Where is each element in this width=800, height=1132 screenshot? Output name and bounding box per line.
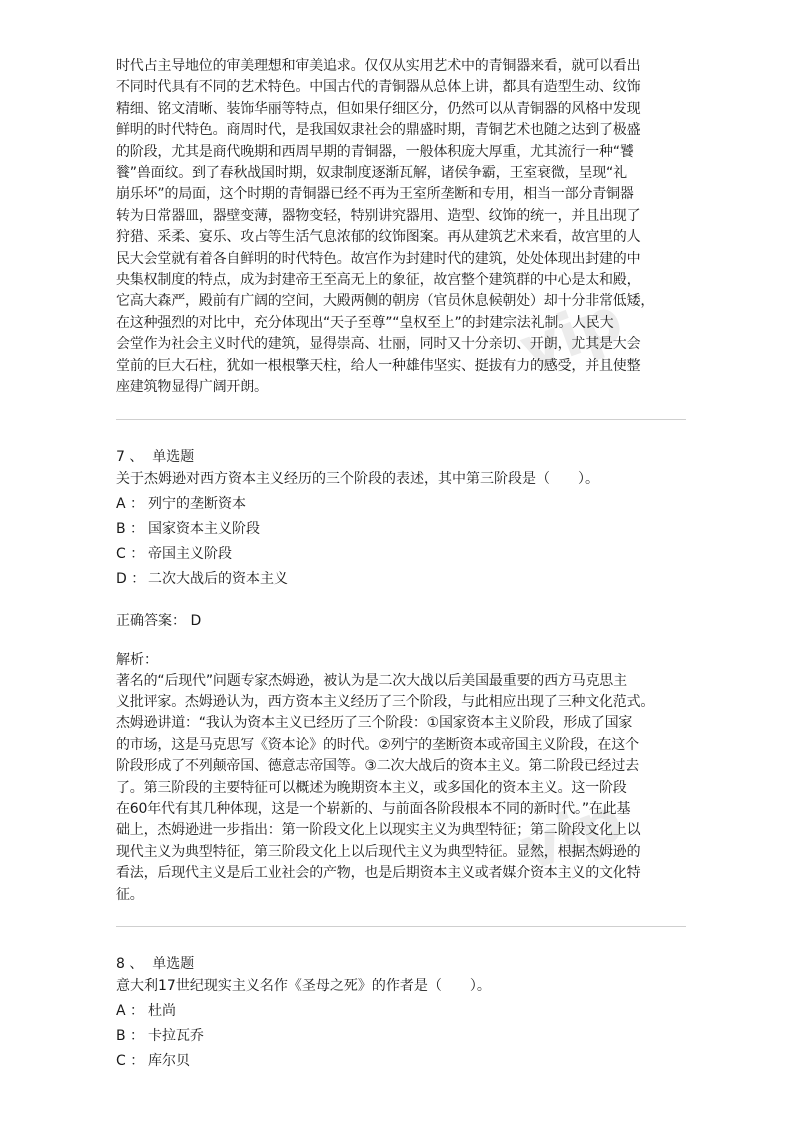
option-key: D ： [116, 570, 146, 587]
question-header [116, 446, 686, 468]
option-text: 卡拉瓦乔 [148, 1027, 204, 1044]
text-line: 杰姆逊讲道：“我认为资本主义已经历了三个阶段：①国家资本主义阶段，形成了国家 [116, 715, 633, 732]
text-line: 阶段形成了不列颠帝国、德意志帝国等。③二次大战后的资本主义。第二阶段已经过去 [116, 758, 639, 775]
text-line: 的阶段，尤其是商代晚期和西周早期的青铜器，一般体积庞大厚重，尤其流行一种“饕 [116, 143, 634, 160]
text-line: 征。 [116, 886, 144, 903]
question-8 [116, 953, 686, 1072]
document-page [116, 56, 686, 1072]
watermark: vip [511, 784, 632, 886]
text-line: 的市场，这是马克思写《资本论》的时代。②列宁的垄断资本或帝国主义阶段，在这个 [116, 736, 639, 753]
option-key: C ： [116, 1052, 145, 1069]
option-c[interactable] [116, 543, 686, 565]
option-key: A ： [116, 495, 145, 512]
text-line: 座建筑物显得广阔开朗。 [116, 379, 268, 396]
text-line: 础上，杰姆逊进一步指出：第一阶段文化上以现实主义为典型特征；第二阶段文化上以 [116, 822, 641, 839]
text-line: 堂前的巨大石柱，犹如一根根擎天柱，给人一种雄伟坚实、挺拔有力的感受，并且使整 [116, 357, 641, 374]
option-text: 帝国主义阶段 [148, 545, 232, 562]
section-divider [116, 926, 686, 927]
text-line: 餮”兽面纹。到了春秋战国时期，奴隶制度逐渐瓦解，诸侯争霸，王室衰微，呈现“礼 [116, 165, 627, 182]
question-number: 7 、 [116, 448, 144, 465]
text-line: 现代主义为典型特征，第三阶段文化上以后现代主义为典型特征。显然，根据杰姆逊的 [116, 843, 641, 860]
question-number: 8 、 [116, 955, 144, 972]
text-line: 崩乐坏”的局面，这个时期的青铜器已经不再为王室所垄断和专用，相当一部分青铜器 [116, 186, 634, 203]
option-key: A ： [116, 1002, 145, 1019]
text-line: 转为日常器皿，器壁变薄，器物变轻，特别讲究器用、造型、纹饰的统一，并且出现了 [116, 207, 641, 224]
text-line: 在60年代有其几种体现，这是一个崭新的、与前面各阶段根本不同的新时代。”在此基 [116, 800, 631, 817]
question-stem: 关于杰姆逊对西方资本主义经历的三个阶段的表述，其中第三阶段是（ ）。 [116, 470, 599, 487]
option-a[interactable] [116, 1000, 686, 1022]
answer-label: 正确答案： [116, 612, 186, 629]
option-text: 列宁的垄断资本 [148, 495, 246, 512]
option-d[interactable] [116, 568, 686, 590]
question-7 [116, 446, 686, 906]
text-line: 狩猎、采柔、宴乐、攻占等生活气息浓郁的纹饰图案。再从建筑艺术来看，故宫里的人 [116, 229, 641, 246]
analysis-label: 解析： [116, 651, 158, 668]
section-divider [116, 419, 686, 420]
option-a[interactable] [116, 493, 686, 515]
question-stem: 意大利17世纪现实主义名作《圣母之死》的作者是（ ）。 [116, 977, 491, 994]
option-b[interactable] [116, 1025, 686, 1047]
intro-paragraph [116, 56, 686, 399]
question-header [116, 953, 686, 975]
text-line: 著名的“后现代”问题专家杰姆逊，被认为是二次大战以后美国最重要的西方马克思主 [116, 672, 627, 689]
question-type: 单选题 [152, 448, 195, 465]
text-line: 鲜明的时代特色。商周时代，是我国奴隶社会的鼎盛时期，青铜艺术也随之达到了极盛 [116, 122, 641, 139]
option-text: 库尔贝 [148, 1052, 190, 1069]
correct-answer [116, 610, 686, 632]
watermark: vip [511, 284, 632, 386]
option-b[interactable] [116, 518, 686, 540]
option-key: C ： [116, 545, 145, 562]
option-c[interactable] [116, 1050, 686, 1072]
text-line: 会堂作为社会主义时代的建筑，显得崇高、壮丽，同时又十分亲切、开朗，尤其是大会 [116, 336, 641, 353]
option-key: B ： [116, 1027, 145, 1044]
analysis-paragraph [116, 671, 686, 906]
text-line: 时代占主导地位的审美理想和审美追求。仅仅从实用艺术中的青铜器来看，就可以看出 [116, 58, 641, 74]
option-key: B ： [116, 520, 145, 537]
text-line: 它高大森严，殿前有广阔的空间，大殿两侧的朝房（官员休息候朝处）却十分非常低矮， [116, 293, 655, 310]
option-text: 杜尚 [148, 1002, 176, 1019]
text-line: 义批评家。杰姆逊认为，西方资本主义经历了三个阶段，与此相应出现了三种文化范式。 [116, 693, 655, 710]
text-line: 不同时代具有不同的艺术特色。中国古代的青铜器从总体上讲，都具有造型生动、纹饰 [116, 79, 641, 96]
question-type: 单选题 [152, 955, 195, 972]
text-line: 民大会堂就有着各自鲜明的时代特色。故宫作为封建时代的建筑，处处体现出封建的中 [116, 250, 641, 267]
text-line: 了。第三阶段的主要特征可以概述为晚期资本主义，或多国化的资本主义。这一阶段 [116, 779, 627, 796]
option-text: 二次大战后的资本主义 [148, 570, 288, 587]
answer-value: D [190, 612, 202, 629]
text-line: 看法，后现代主义是后工业社会的产物，也是后期资本主义或者媒介资本主义的文化特 [116, 865, 641, 882]
text-line: 精细、铭文清晰、装饰华丽等特点，但如果仔细区分，仍然可以从青铜器的风格中发现 [116, 100, 641, 117]
option-text: 国家资本主义阶段 [148, 520, 260, 537]
text-line: 在这种强烈的对比中，充分体现出“天子至尊”“皇权至上”的封建宗法礼制。人民大 [116, 314, 614, 331]
text-line: 央集权制度的特点，成为封建帝王至高无上的象征，故宫整个建筑群的中心是太和殿， [116, 272, 641, 289]
